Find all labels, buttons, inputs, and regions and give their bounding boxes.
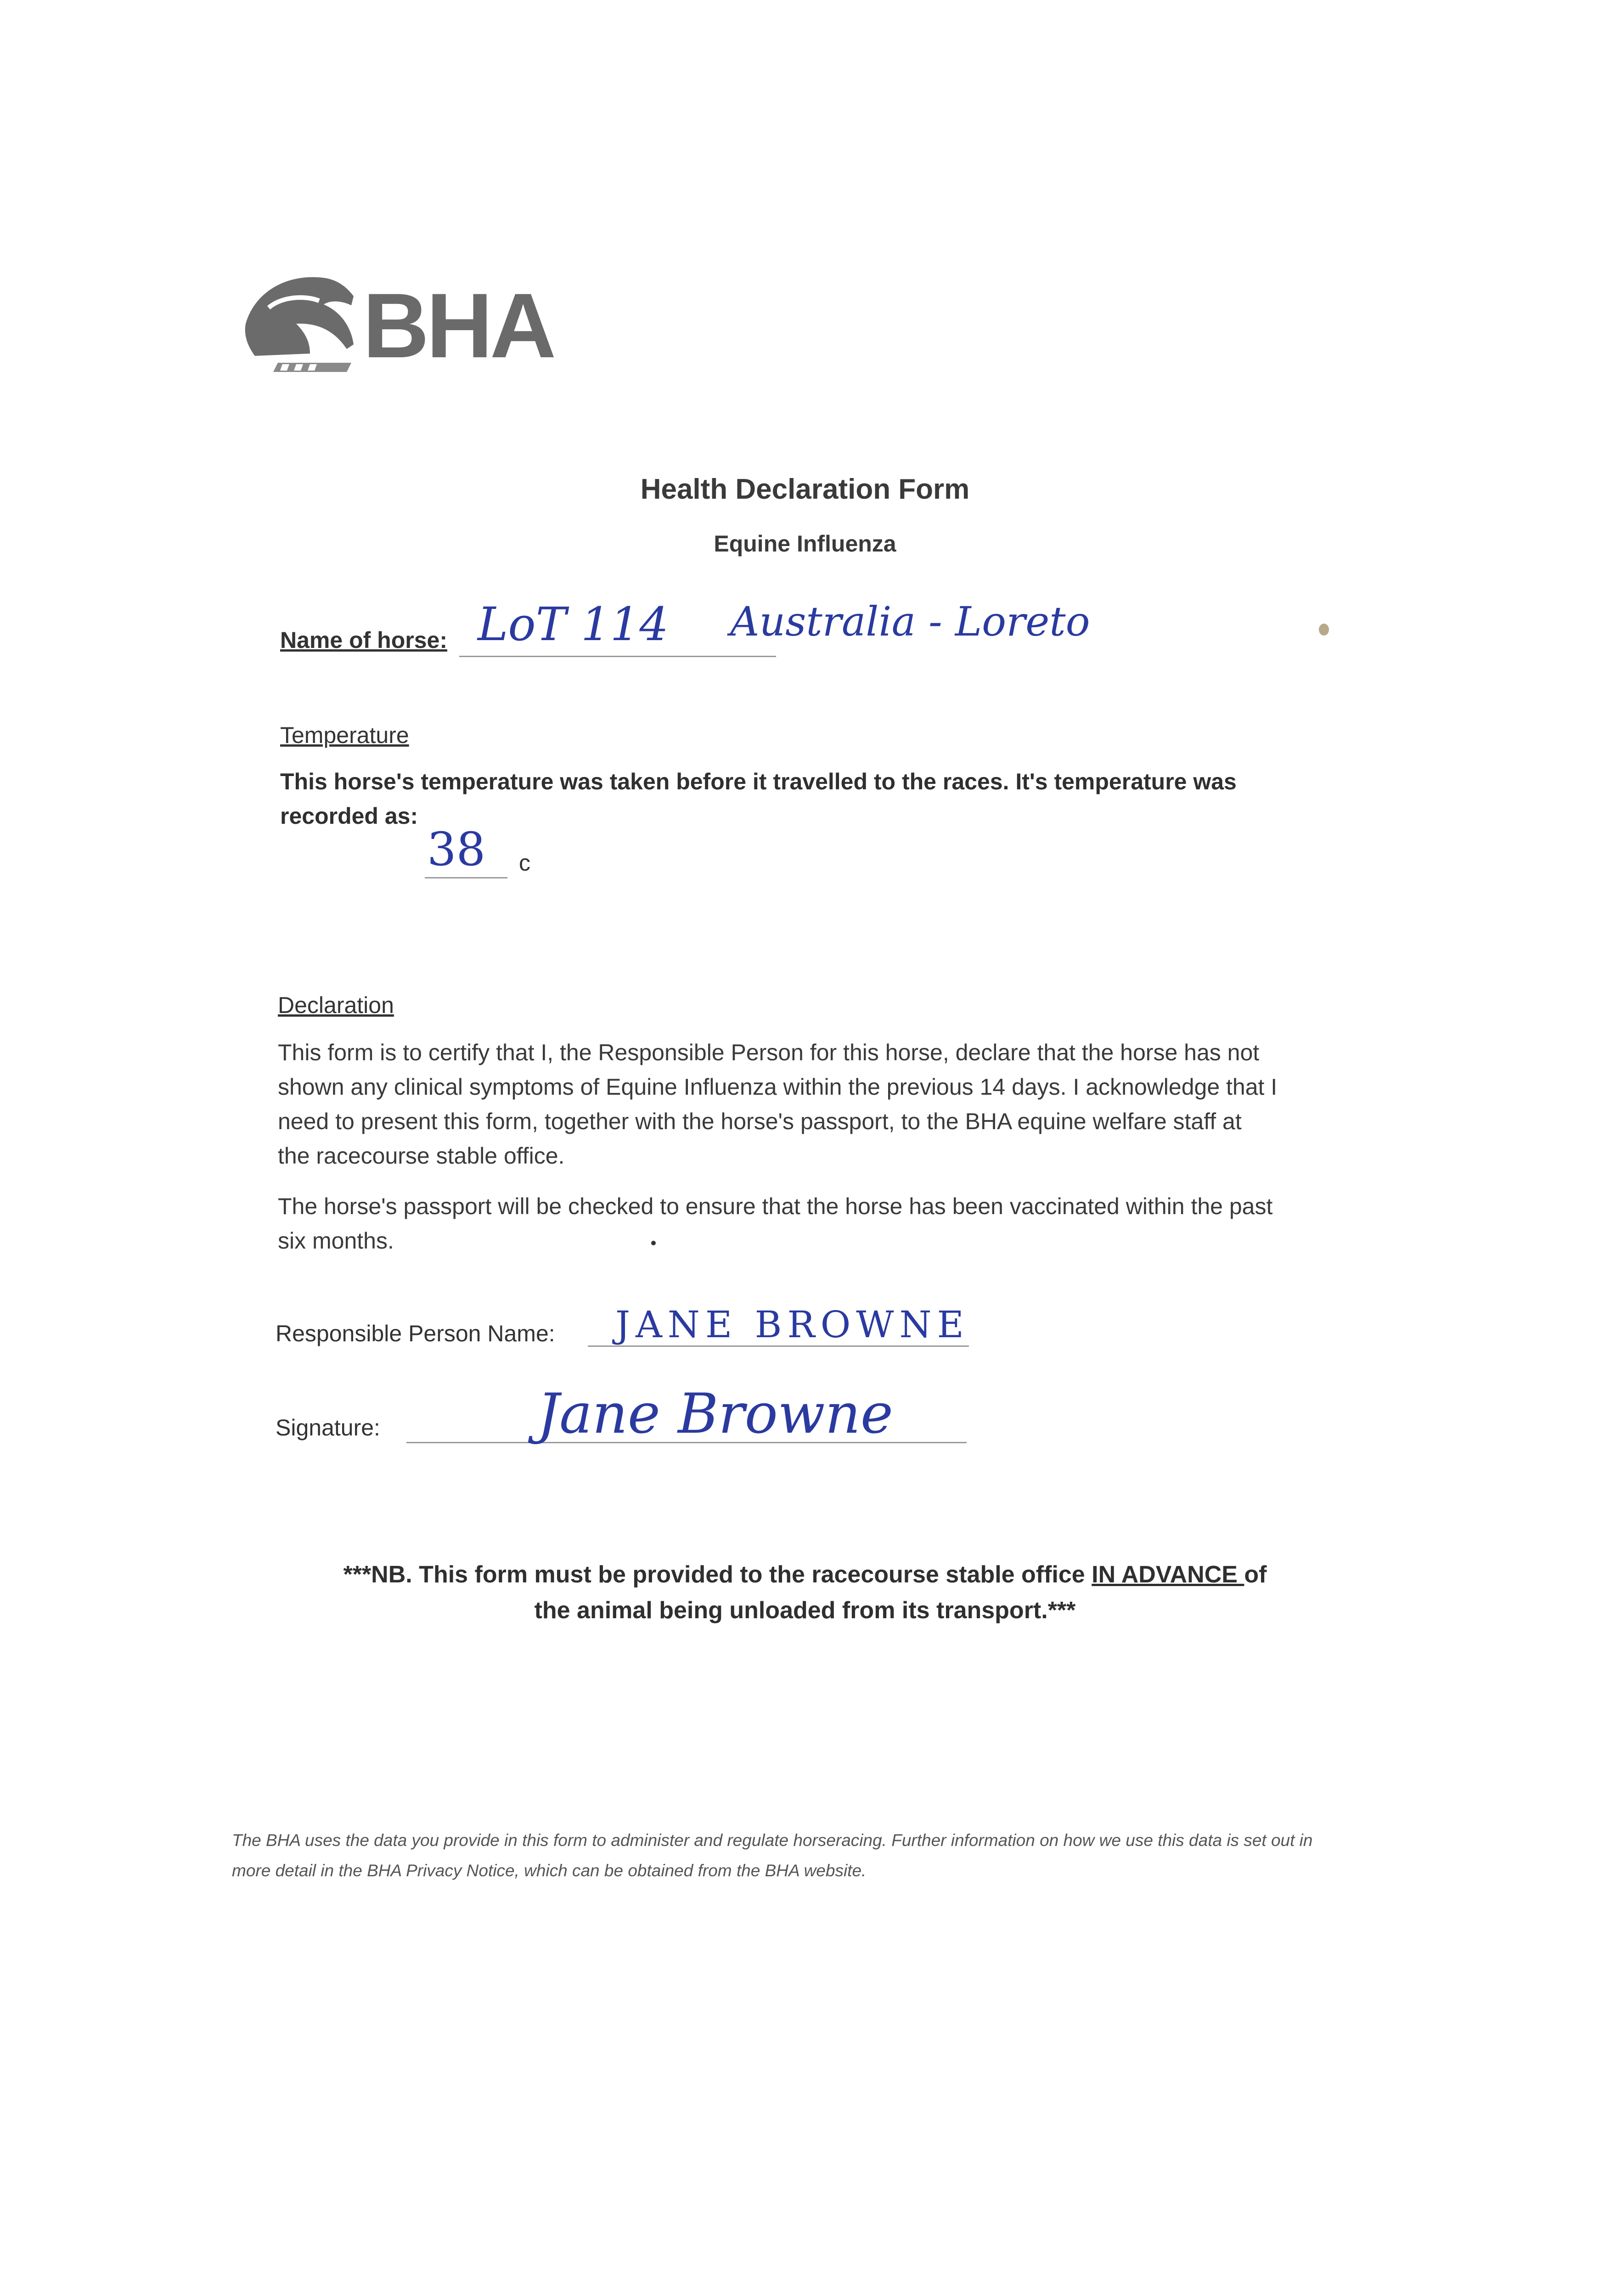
temperature-text: This horse's temperature was taken before it travelled to the races. It's temperature was recorded as:: [280, 769, 1237, 829]
logo-text: BHA: [363, 275, 554, 377]
responsible-person-value[interactable]: JANE BROWNE: [615, 1303, 969, 1346]
scan-speck: [1319, 624, 1329, 636]
notice-emphasis: IN ADVANCE: [1092, 1561, 1244, 1588]
declaration-paragraph-1: This form is to certify that I, the Responsible Person for this horse, declare that the horse has not shown any clinical symptoms of Equine Influenza within the previous 14 days. I acknowledge that I need to present this form, together with the horse's passport, to the BHA equine welfare staff at the racecourse stable office.: [278, 1040, 1278, 1169]
temperature-line: [425, 877, 507, 878]
horse-name-value[interactable]: Australia - Loreto: [730, 598, 1090, 645]
temperature-unit: c: [519, 850, 530, 876]
signature-label: Signature:: [276, 1415, 380, 1441]
responsible-person-label: Responsible Person Name:: [276, 1321, 555, 1346]
signature-value[interactable]: Jane Browne: [537, 1382, 893, 1446]
horse-name-line: [459, 656, 776, 657]
temperature-value[interactable]: 38: [427, 822, 486, 876]
page-subtitle: Equine Influenza: [714, 531, 896, 557]
declaration-paragraph-2: The horse's passport will be checked to ensure that the horse has been vaccinated within the past six months.: [278, 1193, 1273, 1254]
scan-dot: [651, 1241, 656, 1245]
temperature-heading: Temperature: [280, 722, 409, 748]
advance-notice: [0, 1557, 1610, 1628]
notice-suffix: of the animal being unloaded from its transport.***: [534, 1561, 1267, 1624]
page-title: Health Declaration Form: [640, 473, 970, 505]
horse-name-label: Name of horse:: [280, 627, 447, 653]
horse-lot-value[interactable]: LoT 114: [478, 597, 669, 651]
privacy-footer: The BHA uses the data you provide in this form to administer and regulate horseracing. Further information on how we use this data is set out in more detail in the BHA Privacy Notice, which can be obtained from the BHA website.: [232, 1831, 1313, 1880]
notice-prefix: ***NB. This form must be provided to the racecourse stable office: [343, 1561, 1092, 1588]
declaration-heading: Declaration: [278, 992, 394, 1018]
